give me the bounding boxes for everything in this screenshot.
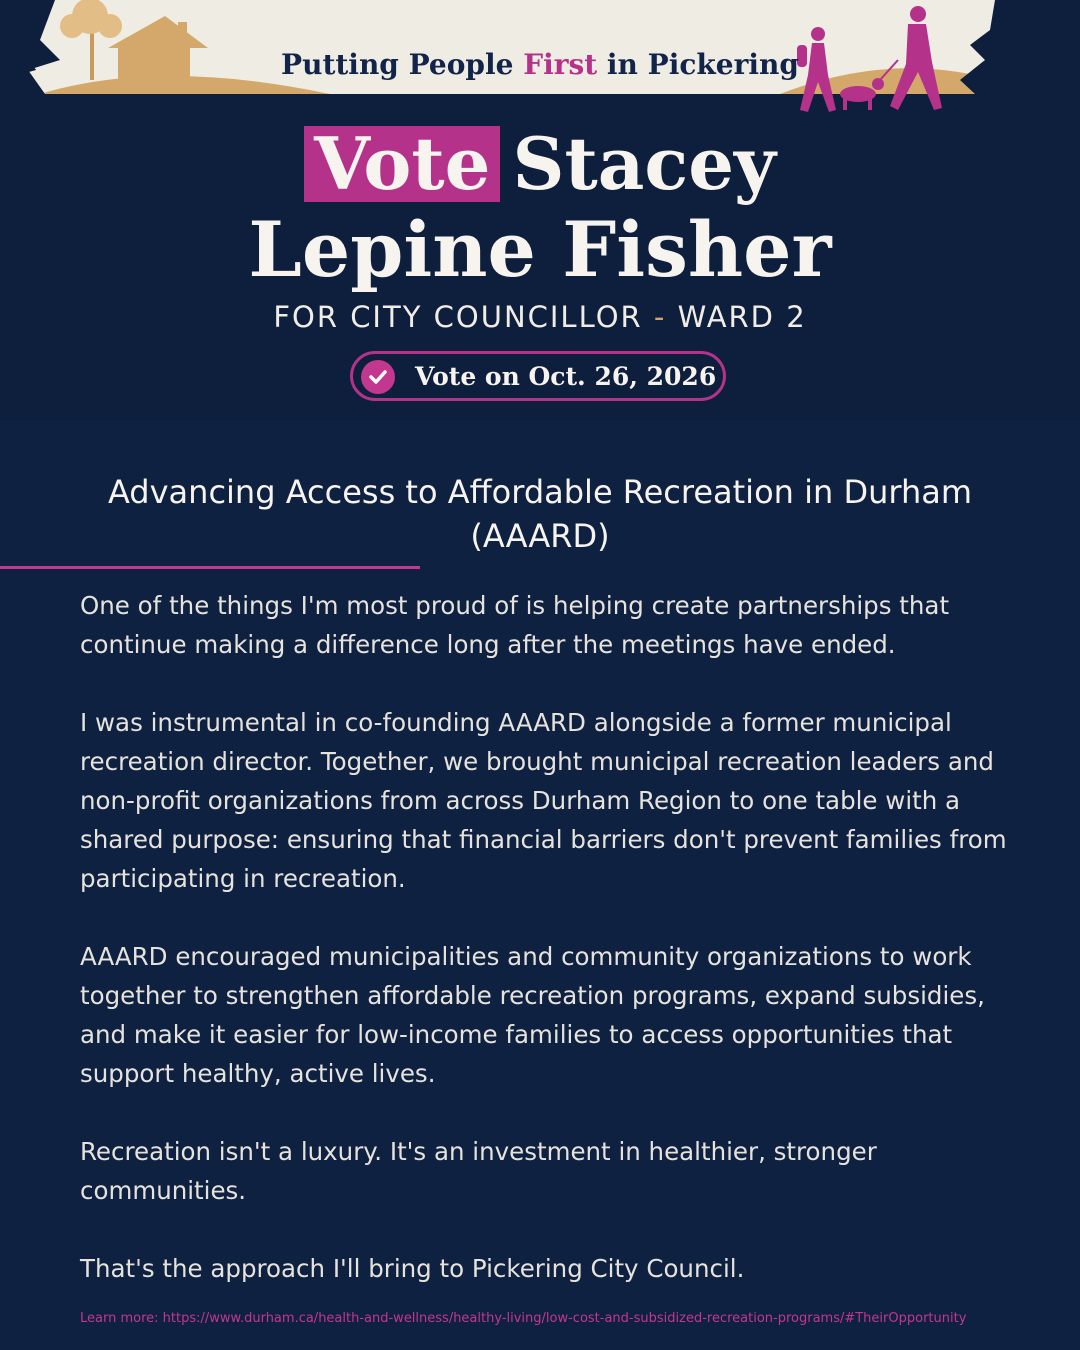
tagline-highlight: First bbox=[523, 48, 598, 81]
candidate-role: FOR CITY COUNCILLOR - WARD 2 bbox=[273, 300, 807, 334]
learn-more-link[interactable]: Learn more: https://www.durham.ca/health-and-wellness/healthy-living/low-cost-and-subsidized-recreation-programs/#TheirOpportunity bbox=[80, 1311, 967, 1326]
heading-divider bbox=[0, 566, 420, 569]
paragraph: That's the approach I'll bring to Pickering City Council. bbox=[80, 1254, 745, 1283]
campaign-tagline: Putting People First in Pickering bbox=[281, 48, 799, 81]
candidate-name-line-1 bbox=[0, 121, 1080, 206]
vote-label: Vote bbox=[304, 126, 500, 202]
body-text bbox=[80, 586, 1020, 1327]
section-heading: Advancing Access to Affordable Recreation in Durham (AAARD) bbox=[107, 473, 973, 555]
paragraph: I was instrumental in co-founding AAARD alongside a former municipal recreation director. Together, we brought municipal recreation leaders and non-profit organizations from across Durham Region to one table with a shared purpose: ensuring that financial barriers don't prevent families from participating in recreation. bbox=[80, 708, 1007, 893]
paragraph: AAARD encouraged municipalities and community organizations to work together to strengthen affordable recreation programs, expand subsidies, and make it easier for low-income families to access opportunities that support healthy, active lives. bbox=[80, 942, 985, 1088]
candidate-first-name: Stacey bbox=[512, 121, 776, 206]
paragraph: One of the things I'm most proud of is helping create partnerships that continue making a difference long after the meetings have ended. bbox=[80, 591, 950, 659]
check-circle-icon bbox=[361, 360, 395, 394]
paragraph: Recreation isn't a luxury. It's an investment in healthier, stronger communities. bbox=[80, 1137, 877, 1205]
vote-date-badge bbox=[350, 351, 726, 401]
candidate-last-name: Lepine Fisher bbox=[248, 205, 832, 294]
vote-date-text: Vote on Oct. 26, 2026 bbox=[415, 362, 717, 391]
campaign-header bbox=[0, 0, 1080, 420]
